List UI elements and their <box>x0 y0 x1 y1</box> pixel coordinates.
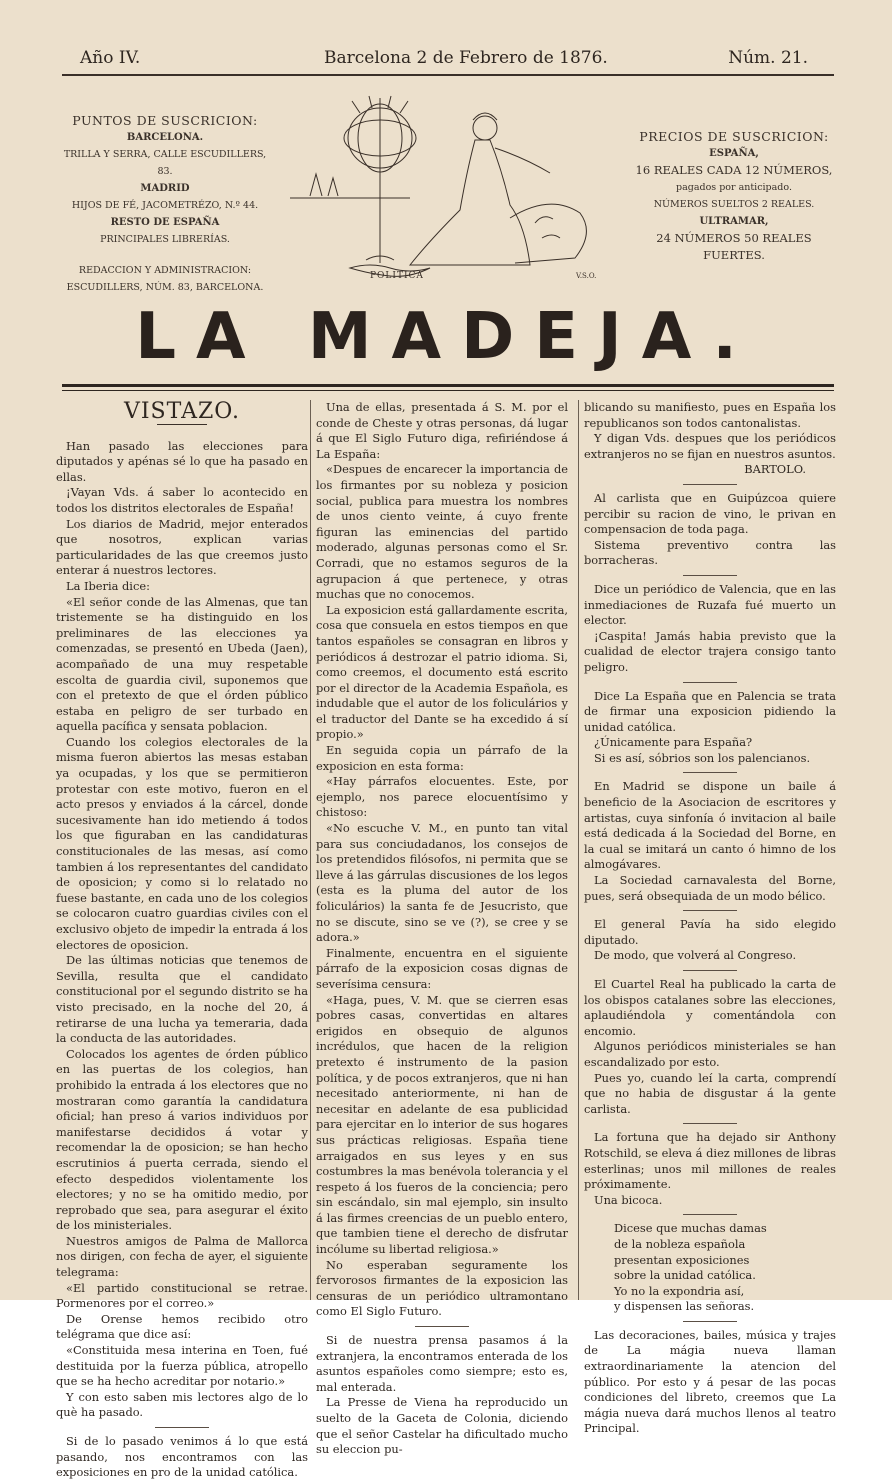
paragraph: El general Pavía ha sido elegido diputado. <box>584 917 836 947</box>
paragraph: ¡Caspita! Jamás habia previsto que la cualidad de elector trajera consigo tanto peligro. <box>584 628 836 674</box>
article-body <box>316 400 568 1320</box>
verse-line: y dispensen las señoras. <box>614 1299 755 1314</box>
paragraph: «Hay párrafos elocuentes. Este, por ejemplo, nos parece elocuentísimo y chistoso: <box>316 774 568 820</box>
issue-date: Barcelona 2 de Febrero de 1876. <box>324 48 608 68</box>
column-3 <box>584 400 836 1436</box>
issue-number: Núm. 21. <box>728 48 808 68</box>
article-body <box>56 439 308 1421</box>
verse-line: Dicese que muchas damas <box>614 1221 767 1236</box>
news-briefs <box>584 484 836 1208</box>
editorial-office-address: ESCUDILLERS, NÚM. 83, BARCELONA. <box>66 282 264 293</box>
subscription-prices <box>634 128 834 264</box>
subscription-points-title: PUNTOS DE SUSCRICION: <box>72 113 258 128</box>
allegory-engraving <box>280 88 620 288</box>
subscription-points <box>62 112 268 296</box>
paragraph: Dice La España que en Palencia se trata de firmar una exposicion pidiendo la unidad católica. <box>584 688 836 734</box>
verse-line: de la nobleza española <box>614 1236 746 1251</box>
header-line: 24 NÚMEROS 50 REALES FUERTES. <box>656 231 812 262</box>
paragraph: blicando su manifiesto, pues en España los republicanos son todos cantonalistas. <box>584 400 836 430</box>
masthead-title: LA MADEJA. <box>135 300 757 374</box>
column-1 <box>56 399 308 1480</box>
section-separator <box>683 1123 737 1124</box>
verse-line: Yo no la expondria así, <box>614 1283 745 1298</box>
paragraph: Han pasado las elecciones para diputados y apénas sé lo que ha pasado en ellas. <box>56 438 308 484</box>
paragraph: Algunos periódicos ministeriales se han escandalizado por esto. <box>584 1039 836 1069</box>
paragraph: Colocados los agentes de órden público en las puertas de los colegios, han prohibido la entrada á los electores que no mostraran como garantía la candidatura oficial; han preso á varios individuos por manifestarse decididos á votar y recomendar la de oposicion; se han hecho escrutinios á puerta cerrada, siendo el efecto despedidos violentamente los electores; y no se ha omitido medio, por reprobado que sea, para asegurar el éxito de los ministeriales. <box>56 1046 308 1233</box>
section-separator <box>683 1321 737 1322</box>
verse <box>584 1221 836 1315</box>
section-separator <box>683 970 737 971</box>
paragraph: «Constituida mesa interina en Toen, fué destituida por la fuerza pública, atropello que se ha hecho acreditar por notario.» <box>56 1343 308 1389</box>
issue-year: Año IV. <box>80 48 141 68</box>
paragraph: Si de nuestra prensa pasamos á la extranjera, la encontramos enterada de los asuntos españoles como siempre; esto es, mal enterada. <box>316 1333 568 1394</box>
header-line: HIJOS DE FÉ, JACOMETRÉZO, N.º 44. <box>71 200 259 211</box>
paragraph: Y digan Vds. despues que los periódicos extranjeros no se fijan en nuestros asuntos. <box>584 431 836 461</box>
header-line: RESTO DE ESPAÑA <box>110 217 220 228</box>
paragraph: Una de ellas, presentada á S. M. por el conde de Cheste y otras personas, dá lugar á que El Siglo Futuro diga, refiriéndose á La España: <box>316 400 568 461</box>
author-signature: BARTOLO. <box>744 462 806 477</box>
column-divider <box>578 400 579 1300</box>
paragraph: La Iberia dice: <box>66 578 150 593</box>
section-separator <box>683 1214 737 1215</box>
paragraph: «Haga, pues, V. M. que se cierren esas pobres casas, convertidas en altares erigidos en obsequio de algunos incrédulos, que hacen de la religion pretexto é instrumento de la pasion política, y de pocos extranjeros, que ni han necesitado anteriormente, ni han de necesitar en adelante de esa publicidad para ejercitar en lo interior de sus hogares sus prácticas religiosas. España tiene arraigados en sus leyes y en sus costumbres la mas benévola tolerancia y el respeto á los fueros de la conciencia; pero sin escándalo, sin mal ejemplo, sin insulto á las firmes creencias de un pueblo entero, que tambien tiene el derecho de disfrutar incólume su libertad religiosa.» <box>316 992 568 1257</box>
column-divider <box>310 400 311 1300</box>
article-heading: VISTAZO. <box>123 399 241 424</box>
paragraph: La Sociedad carnavalesta del Borne, pues, será obsequiada de un modo bélico. <box>584 873 836 903</box>
header-line: NÚMEROS SUELTOS 2 REALES. <box>653 199 815 210</box>
paragraph: «Despues de encarecer la importancia de los firmantes por su nobleza y posicion social, publica para muestra los nombres de unos ciento veinte, á cuyo frente figuran las eminencias del partido moderado, algunas personas como el Sr. Corradi, que no estamos seguros de la agrupacion á que pertenece, y otras muchas que no conocemos. <box>316 462 568 602</box>
paragraph: La fortuna que ha dejado sir Anthony Rotschild, se eleva á diez millones de libras esterlinas; unos mil millones de reales próximamente. <box>584 1130 836 1192</box>
header-line: 16 REALES CADA 12 NÚMEROS, <box>635 163 833 177</box>
paragraph: Si de lo pasado venimos á lo que está pasando, nos encontramos con las exposiciones en pro de la unidad católica. <box>56 1434 308 1480</box>
paragraph: Cuando los colegios electorales de la misma fueron abiertos las mesas estaban ya ocupadas, y los que se permitieron protestar con este motivo, fueron en el acto presos y enviados á la cárcel, donde sucesivamente han ido metiendo á todos los que figuraban en las candidaturas constitucionales de las mesas, así como tambien á los representantes del candidato de oposicion; y como si lo relatado no fuese bastante, en cada uno de los colegios se colocaron cuatro guardias civiles con el exclusivo objeto de impedir la entrada á los electores de oposicion. <box>56 734 308 952</box>
paragraph: Dice un periódico de Valencia, que en las inmediaciones de Ruzafa fué muerto un elector. <box>584 581 836 628</box>
masthead-rule <box>62 390 834 391</box>
section-separator <box>683 910 737 911</box>
paragraph: Si es así, sóbrios son los palencianos. <box>594 750 811 765</box>
paragraph: La exposicion está gallardamente escrita, cosa que consuela en estos tiempos en que tantos españoles se consagran en libros y periódicos á destrozar el patrio idioma. Si, como creemos, el documento está escrito por el director de la Academia Española, es indudable que el autor de los foliculários y el traductor del Dante se ha excedido á sí propio.» <box>316 602 568 742</box>
paragraph: ¡Vayan Vds. á saber lo acontecido en todos los distritos electorales de España! <box>56 485 308 515</box>
verse-line: presentan exposiciones <box>614 1252 750 1267</box>
paragraph: Finalmente, encuentra en el siguiente párrafo de la exposicion cosas dignas de severísima censura: <box>316 945 568 991</box>
section-separator <box>415 1326 469 1327</box>
paragraph: ¿Únicamente para España? <box>594 735 753 750</box>
header-line: MADRID <box>140 183 190 194</box>
paragraph: Una bicoca. <box>594 1192 663 1207</box>
paragraph: «El partido constitucional se retrae. Pormenores por el correo.» <box>56 1280 308 1311</box>
engraver-signature: V.S.O. <box>576 272 597 280</box>
paragraph: Sistema preventivo contra las borracheras. <box>584 537 836 568</box>
section-separator <box>683 772 737 773</box>
paragraph: De Orense hemos recibido otro telégrama que dice así: <box>56 1311 308 1342</box>
header-line: PRINCIPALES LIBRERÍAS. <box>100 234 230 245</box>
paragraph: De las últimas noticias que tenemos de Sevilla, resulta que el candidato constitucional por el segundo distrito se ha visto precisado, en la noche del 20, á retirarse de una lucha ya temeraria, dada la conducta de las autoridades. <box>56 953 308 1046</box>
verse-line: sobre la unidad católica. <box>614 1268 756 1283</box>
paragraph: Las decoraciones, bailes, música y trajes de La mágia nueva llaman extraordinariamente la atencion del público. Por esto y á pesar de las pocas condiciones del libreto, creemos que La mágia nueva dará muchos llenos al teatro Principal. <box>584 1327 836 1436</box>
section-separator <box>155 1427 209 1428</box>
subscription-prices-title: PRECIOS DE SUSCRICION: <box>639 129 829 144</box>
section-separator <box>683 682 737 683</box>
paragraph: «El señor conde de las Almenas, que tan tristemente se ha distinguido en los preliminares de las elecciones ya comenzadas, se presentó en Ubeda (Jaen), acompañado de una muy respetable escolta de guardia civil, suponemos que con el pretexto de que el órden público estaba en peligro de ser turbado en aquella pacífica y sensata poblacion. <box>56 594 308 734</box>
paragraph: En Madrid se dispone un baile á beneficio de la Asociacion de escritores y artistas, cuya sinfonía ó invitacion al baile está dedicada á la Sociedad del Borne, en la cual se imitará un canto ó himno de los almogávares. <box>584 779 836 872</box>
section-separator <box>683 484 737 485</box>
paragraph: Al carlista que en Guipúzcoa quiere percibir su racion de vino, le privan en compensacion de toda paga. <box>584 490 836 537</box>
paragraph: La Presse de Viena ha reproducido un suelto de la Gaceta de Colonia, diciendo que el señor Castelar ha dificultado mucho su eleccion pu- <box>316 1395 568 1457</box>
masthead-rule <box>62 384 834 387</box>
editorial-office-title: REDACCION Y ADMINISTRACION: <box>78 265 252 276</box>
paragraph: No esperaban seguramente los fervorosos firmantes de la exposicion las censuras de un periódico ultramontano como El Siglo Futuro. <box>316 1257 568 1319</box>
paragraph: Nuestros amigos de Palma de Mallorca nos dirigen, con fecha de ayer, el siguiente telegrama: <box>56 1233 308 1280</box>
paragraph: El Cuartel Real ha publicado la carta de los obispos catalanes sobre las elecciones, aplaudiéndola y comentándola con encomio. <box>584 977 836 1038</box>
paragraph: «No escuche V. M., en punto tan vital para sus conciudadanos, los consejos de los pretendidos filósofos, ni permita que se lleve á las gárrulas discusiones de los legos (esta es la pluma del autor de los foliculários) la santa fe de Jesucristo, que no se discute, sino se ve (?), se cree y se adora.» <box>316 821 568 945</box>
header-line: pagados por anticipado. <box>676 182 792 193</box>
paragraph: De modo, que volverá al Congreso. <box>594 948 797 963</box>
section-separator <box>683 575 737 576</box>
dateline <box>62 44 834 76</box>
paragraph: Pues yo, cuando leí la carta, comprendí que no habia de disgustar á la gente carlista. <box>584 1070 836 1116</box>
paragraph: Los diarios de Madrid, mejor enterados que nosotros, explican varias particularidades de las que creemos justo enterar á nuestros lectores. <box>56 516 308 578</box>
vignette-banner-text: POLITICA <box>370 271 424 281</box>
header-line: ESPAÑA, <box>709 148 759 159</box>
paragraph: En seguida copia un párrafo de la exposicion en esta forma: <box>316 743 568 773</box>
header-line: TRILLA Y SERRA, CALLE ESCUDILLERS, 83. <box>63 149 267 177</box>
header-line: BARCELONA. <box>126 132 204 143</box>
header-line: ULTRAMAR, <box>699 216 769 227</box>
column-2 <box>316 400 568 1457</box>
paragraph: Y con esto saben mis lectores algo de lo què ha pasado. <box>56 1389 308 1420</box>
